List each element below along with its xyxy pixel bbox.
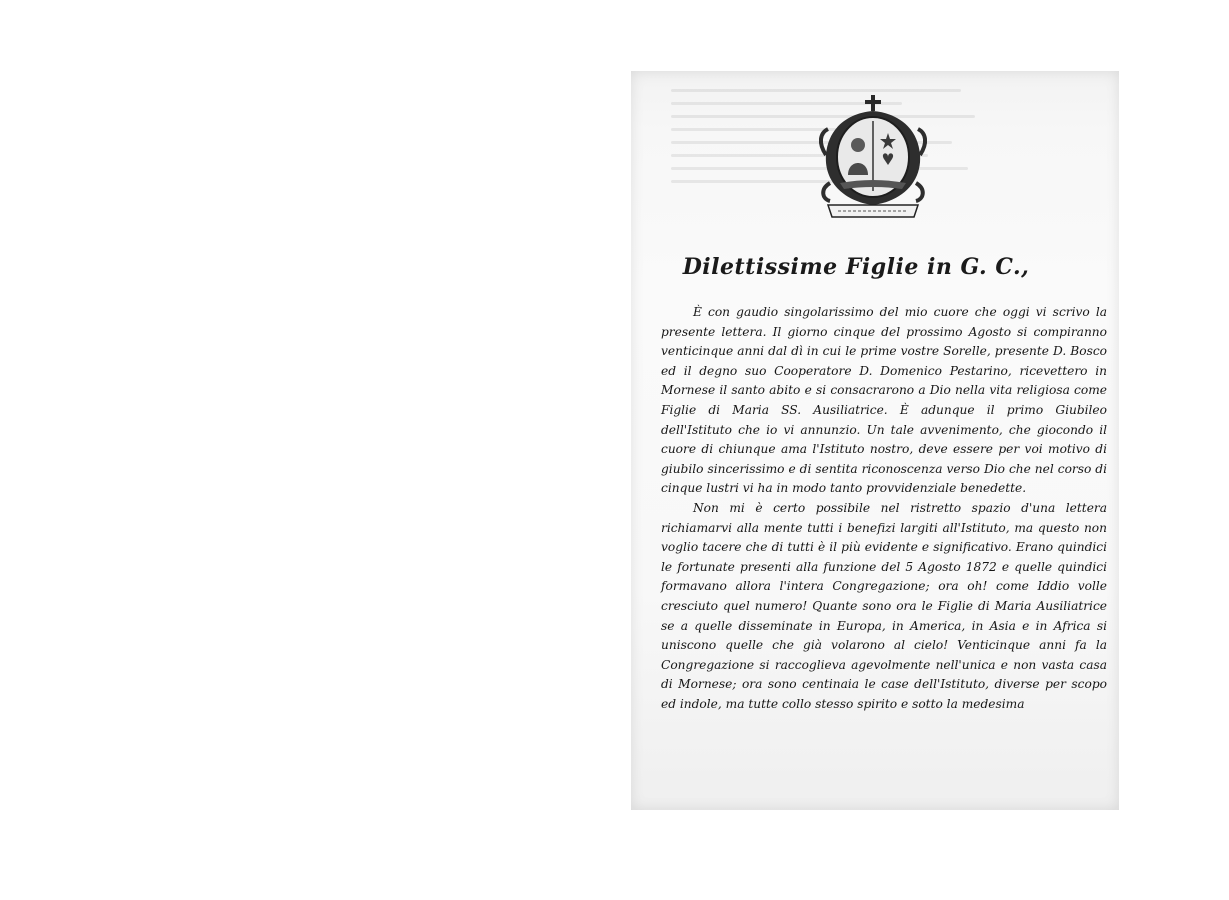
scanned-page <box>631 71 1119 810</box>
letter-body <box>661 303 1107 714</box>
paragraph: È con gaudio singolarissimo del mio cuore che oggi vi scrivo la presente lettera. Il giorno cinque del prossimo Agosto si compiranno venticinque anni dal dì in cui le prime vostre Sorelle, presente D. Bosco ed il degno suo Cooperatore D. Domenico Pestarino, ricevettero in Mornese il santo abito e si consacrarono a Dio nella vita religiosa come Figlie di Maria SS. Ausiliatrice. È adunque il primo Giubileo dell'Istituto che io vi annunzio. Un tale avvenimento, che giocondo il cuore di chiunque ama l'Istituto nostro, deve essere per voi motivo di giubilo sincerissimo e di sentita riconoscenza verso Dio che nel corso di cinque lustri vi ha in modo tanto provvidenziale benedette. <box>661 305 1107 496</box>
paragraph: Non mi è certo possibile nel ristretto spazio d'una lettera richiamarvi alla mente tutti i benefizi largiti all'Istituto, ma questo non voglio tacere che di tutti è il più evidente e significativo. Erano quindici le fortunate presenti alla funzione del 5 Agosto 1872 e quelle quindici formavano allora l'intera Congregazione; ora oh! come Iddio volle cresciuto quel numero! Quante sono ora le Figlie di Maria Ausiliatrice se a quelle disseminate in Europa, in America, in Asia e in Africa si uniscono quelle che già volarono al cielo! Venticinque anni fa la Congregazione si raccoglieva agevolmente nell'unica e non vasta casa di Mornese; ora sono centinaia le case dell'Istituto, diverse per scopo ed indole, ma tutte collo stesso spirito e sotto la medesima <box>661 500 1107 711</box>
coat-of-arms-emblem <box>818 93 928 223</box>
letter-salutation: Dilettissime Figlie in G. C., <box>682 254 1030 280</box>
